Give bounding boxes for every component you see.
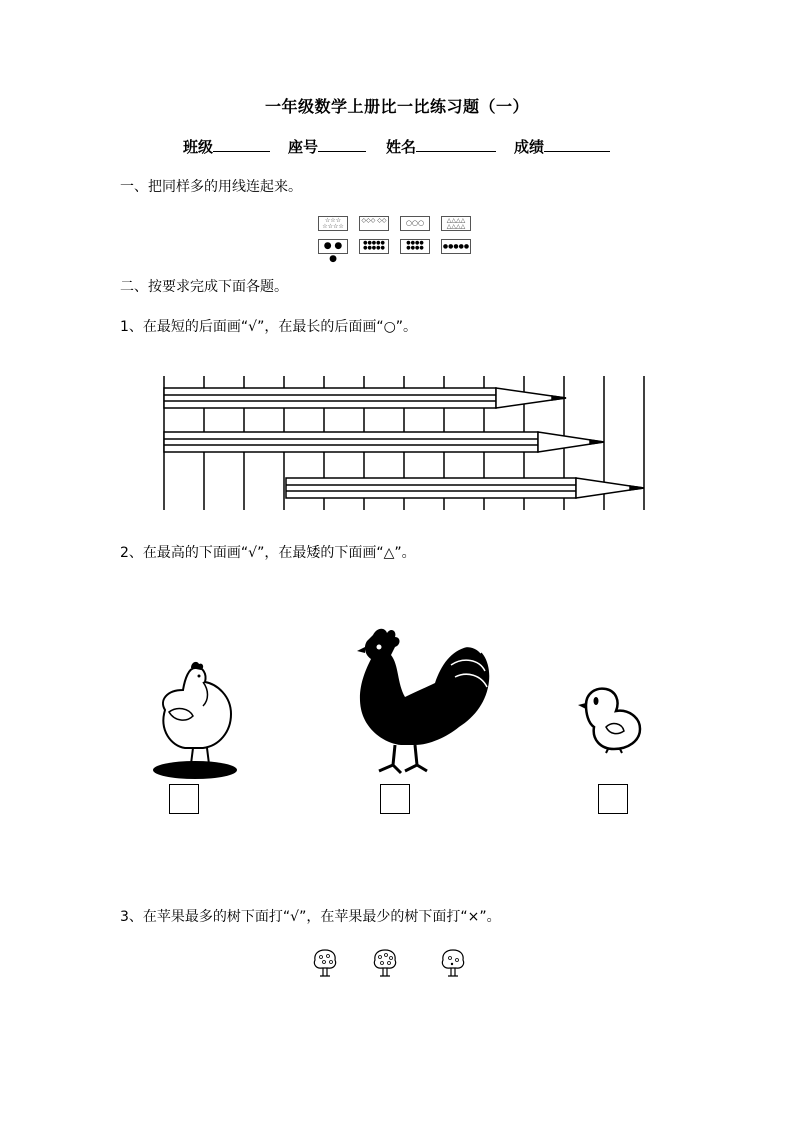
name-field [386,136,496,157]
question-3: 3、在苹果最多的树下面打“√”，在苹果最少的树下面打“×”。 [120,909,501,925]
seat-field [288,136,366,157]
apple-tree-icon[interactable] [440,948,466,978]
pencil-long [164,432,604,452]
dots-card-10[interactable]: ●●●●● ●●●●● [359,239,389,254]
apple-tree-icon[interactable] [312,948,338,978]
section2-heading: 二、按要求完成下面各题。 [120,279,288,295]
seat-label: 座号 [288,138,319,156]
question-1: 1、在最短的后面画“√”，在最长的后面画“○”。 [120,319,418,335]
pencil-short [286,478,644,498]
score-field [514,136,610,157]
class-blank[interactable] [213,137,270,152]
name-label: 姓名 [386,138,417,156]
score-label: 成绩 [514,138,545,156]
triangles-card[interactable]: △△△△ △△△△ [441,216,471,231]
class-field [183,136,270,157]
pencils-grid-illustration [160,372,650,512]
name-blank[interactable] [416,137,496,152]
dots-card-3[interactable]: ● ● ● [318,239,348,254]
rooster-illustration [355,625,495,780]
circles-card[interactable]: ○○○ [400,216,430,231]
hen-answer-box[interactable] [169,784,199,814]
question-2: 2、在最高的下面画“√”，在最矮的下面画“△”。 [120,545,416,561]
dots-card-8[interactable]: ●●●● ●●●● [400,239,430,254]
apple-tree-icon[interactable] [372,948,398,978]
dots-card-5[interactable]: ●●●●● [441,239,471,254]
pencil-medium [164,388,566,408]
class-label: 班级 [183,138,214,156]
chick-answer-box[interactable] [598,784,628,814]
diamonds-card[interactable]: ◇◇◇ ◇◇ [359,216,389,231]
page-title: 一年级数学上册比一比练习题（一） [264,97,529,116]
stars-card[interactable]: ☆☆☆ ☆☆☆☆ [318,216,348,231]
score-blank[interactable] [544,137,610,152]
section1-heading: 一、把同样多的用线连起来。 [120,179,302,195]
seat-blank[interactable] [318,137,366,152]
rooster-answer-box[interactable] [380,784,410,814]
hen-illustration [145,660,245,782]
chick-illustration [576,683,648,755]
